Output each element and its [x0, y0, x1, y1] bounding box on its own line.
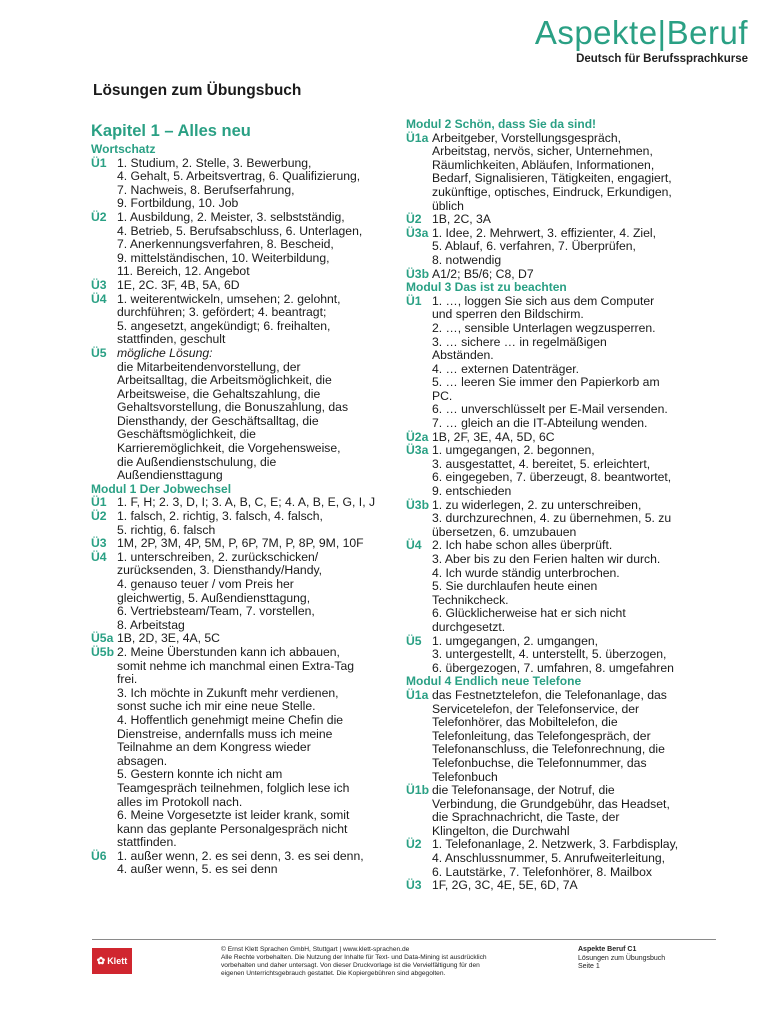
- exercise-answer: [91, 537, 393, 551]
- answer-line: 2. …, sensible Unterlagen wegzusperren.: [432, 320, 656, 335]
- chapter-heading: Kapitel 1 – Alles neu: [91, 122, 251, 140]
- exercise-body: [432, 499, 706, 540]
- exercise-answer: [91, 157, 393, 211]
- answer-line: sonst suche ich mir eine neue Stelle.: [117, 699, 316, 714]
- answer-line: Arbeitstag, nervös, sicher, Unternehmen,: [432, 144, 653, 159]
- answer-line: 5. angesetzt, angekündigt; 6. freihalten,: [117, 318, 331, 333]
- exercise-body: [432, 268, 706, 282]
- answer-line: 3. … sichere … in regelmäßigen: [432, 334, 607, 349]
- brand-header: [535, 14, 748, 65]
- answer-line: 7. Anerkennungsverfahren, 8. Bescheid,: [117, 237, 334, 252]
- exercise-answer: [91, 211, 393, 279]
- exercise-body: [432, 879, 706, 893]
- section-heading: Wortschatz: [91, 142, 156, 156]
- klett-logo-icon: ✿: [96, 955, 106, 967]
- exercise-body: [432, 689, 706, 784]
- exercise-body: [432, 444, 706, 498]
- exercise-body: [432, 132, 706, 214]
- answer-line: 3. Ich möchte in Zukunft mehr verdienen,: [117, 685, 339, 700]
- right-column: [406, 118, 706, 893]
- exercise-answer: [406, 295, 706, 431]
- exercise-answer: [406, 132, 706, 214]
- answer-line: 4. Ich wurde ständig unterbrochen.: [432, 565, 620, 580]
- answer-line: durchführen; 3. gefördert; 4. beantragt;: [117, 305, 327, 320]
- exercise-answer: [91, 279, 393, 293]
- exercise-label: Ü5: [91, 345, 107, 360]
- answer-line: 1F, 2G, 3C, 4E, 5E, 6D, 7A: [432, 878, 578, 893]
- section-heading: Modul 4 Endlich neue Telefone: [406, 674, 582, 689]
- answer-line: 6. … unverschlüsselt per E-Mail versenden.: [432, 402, 668, 417]
- answer-line: 8. notwendig: [432, 252, 502, 267]
- answer-line: 1. zu widerlegen, 2. zu unterschreiben,: [432, 497, 642, 512]
- footer-book-info: [578, 946, 665, 972]
- exercise-answer: [91, 347, 393, 483]
- answer-line: A1/2; B5/6; C8, D7: [432, 266, 534, 281]
- answer-line: üblich: [432, 198, 464, 213]
- answer-line: die Außendienstschulung, die: [117, 454, 277, 469]
- answer-line: 1. Telefonanlage, 2. Netzwerk, 3. Farbdisplay,: [432, 837, 679, 852]
- answer-line: die Telefonansage, der Notruf, die: [432, 783, 615, 798]
- exercise-label: Ü3b: [406, 266, 430, 281]
- footer-divider: [92, 939, 716, 940]
- exercise-label: Ü1a: [406, 130, 429, 145]
- answer-line: 1. Ausbildung, 2. Meister, 3. selbstständig,: [117, 209, 345, 224]
- answer-line: Dienstreise, andernfalls muss ich meine: [117, 726, 333, 741]
- exercise-label: Ü1: [91, 155, 107, 170]
- answer-line: die Mitarbeitendenvorstellung, der: [117, 359, 301, 374]
- exercise-answer: [406, 635, 706, 676]
- answer-line: 1. außer wenn, 2. es sei denn, 3. es sei denn,: [117, 848, 364, 863]
- exercise-body: [432, 227, 706, 268]
- answer-line: 4. Betrieb, 5. Berufsabschluss, 6. Unterlagen,: [117, 223, 363, 238]
- exercise-answer: [406, 431, 706, 445]
- answer-line: 6. eingegeben, 7. überzeugt, 8. beantwortet,: [432, 470, 672, 485]
- answer-line: PC.: [432, 388, 453, 403]
- answer-line: 1. umgegangen, 2. umgangen,: [432, 633, 599, 648]
- answer-line: 9. entschieden: [432, 484, 512, 499]
- answer-line: Abständen.: [432, 348, 494, 363]
- answer-line: Klingelton, die Durchwahl: [432, 823, 570, 838]
- exercise-answer: [406, 213, 706, 227]
- answer-line: frei.: [117, 672, 138, 687]
- exercise-label: Ü2: [406, 212, 422, 227]
- answer-line: Geschäftsmöglichkeit, die: [117, 427, 256, 442]
- footer-book-subtitle: Lösungen zum Übungsbuch: [578, 954, 666, 962]
- answer-line: das Festnetztelefon, die Telefonanlage, das: [432, 687, 667, 702]
- copyright-line: vorbehalten und daher untersagt. Von dieser Druckvorlage ist die Vervielfältigung für den: [221, 962, 480, 969]
- answer-line: stattfinden, geschult: [117, 332, 226, 347]
- exercise-body: [117, 279, 393, 293]
- exercise-body: [432, 539, 706, 634]
- exercise-body: [117, 157, 393, 211]
- answer-line: 1. …, loggen Sie sich aus dem Computer: [432, 293, 655, 308]
- answer-line: Gehaltsvorstellung, die Bonuszahlung, das: [117, 400, 349, 415]
- answer-line: stattfinden.: [117, 835, 177, 850]
- exercise-answer: [406, 838, 706, 879]
- exercise-body: [432, 784, 706, 838]
- exercise-answer: [91, 510, 393, 537]
- answer-line: 6. Lautstärke, 7. Telefonhörer, 8. Mailbox: [432, 864, 652, 879]
- answer-line: absagen.: [117, 753, 168, 768]
- answer-line: Arbeitgeber, Vorstellungsgespräch,: [432, 130, 622, 145]
- exercise-label: Ü3: [406, 878, 422, 893]
- answer-line: 1. F, H; 2. 3, D, I; 3. A, B, C, E; 4. A, B, E, G, I, J: [117, 495, 376, 510]
- exercise-label: Ü5: [406, 633, 422, 648]
- exercise-body: [432, 295, 706, 431]
- answer-line: 11. Bereich, 12. Angebot: [117, 264, 250, 279]
- answer-line: 6. übergezogen, 7. umfahren, 8. umgefahren: [432, 660, 674, 675]
- copyright-line: Alle Rechte vorbehalten. Die Nutzung der Inhalte für Text- und Data-Mining ist ausdrücklich: [221, 954, 487, 961]
- exercise-answer: [406, 227, 706, 268]
- exercise-body: [117, 632, 393, 646]
- copyright-notice: [221, 946, 531, 978]
- exercise-label: Ü1a: [406, 687, 429, 702]
- answer-line: 5. Gestern konnte ich nicht am: [117, 767, 283, 782]
- answer-line: 1. umgegangen, 2. begonnen,: [432, 443, 595, 458]
- answer-line: 1B, 2F, 3E, 4A, 5D, 6C: [432, 429, 555, 444]
- exercise-label: Ü4: [91, 291, 107, 306]
- answer-line: 7. … gleich an die IT-Abteilung wenden.: [432, 416, 648, 431]
- exercise-body: [117, 510, 393, 537]
- answer-line: Diensthandy, der Geschäftsalltag, die: [117, 413, 319, 428]
- exercise-label: Ü4: [91, 549, 107, 564]
- answer-line: 1B, 2C, 3A: [432, 212, 491, 227]
- answer-line: Technikcheck.: [432, 592, 509, 607]
- answer-line: 5. Ablauf, 6. verfahren, 7. Überprüfen,: [432, 239, 636, 254]
- answer-line: 2. Meine Überstunden kann ich abbauen,: [117, 644, 340, 659]
- exercise-body: [117, 211, 393, 279]
- answer-line: 4. … externen Datenträger.: [432, 361, 580, 376]
- exercise-label: Ü1: [406, 293, 422, 308]
- answer-line: Telefonbuchse, die Telefonnummer, das: [432, 755, 647, 770]
- answer-line: 1. unterschreiben, 2. zurückschicken/: [117, 549, 319, 564]
- exercise-answer: [91, 551, 393, 633]
- brand-subtitle: Deutsch für Berufssprachkurse: [576, 53, 748, 65]
- exercise-answer: [406, 539, 706, 634]
- exercise-label: Ü2a: [406, 429, 429, 444]
- answer-line: Telefonbuch: [432, 769, 498, 784]
- answer-line: 9. Fortbildung, 10. Job: [117, 196, 239, 211]
- exercise-body: [117, 646, 393, 850]
- answer-line: 1B, 2D, 3E, 4A, 5C: [117, 631, 220, 646]
- footer-page-number: Seite 1: [578, 963, 600, 970]
- exercise-answer: [406, 268, 706, 282]
- answer-line: Servicetelefon, der Telefonservice, der: [432, 701, 640, 716]
- exercise-label: Ü3: [91, 277, 107, 292]
- exercise-label: Ü6: [91, 848, 107, 863]
- answer-line: 6. Glücklicherweise hat er sich nicht: [432, 606, 626, 621]
- section-heading: Modul 3 Das ist zu beachten: [406, 280, 567, 295]
- answer-line: 2. Ich habe schon alles überprüft.: [432, 538, 613, 553]
- answer-line: Telefonhörer, das Mobiltelefon, die: [432, 715, 618, 730]
- answer-line: 8. Arbeitstag: [117, 617, 185, 632]
- exercise-body: [432, 213, 706, 227]
- exercise-answer: [406, 499, 706, 540]
- exercise-body: [432, 431, 706, 445]
- exercise-body: [117, 293, 393, 347]
- answer-line: 9. mittelständischen, 10. Weiterbildung,: [117, 250, 330, 265]
- answer-line: zurücksenden, 3. Diensthandy/Handy,: [117, 563, 323, 578]
- answer-line: Bedarf, Signalisieren, Tätigkeiten, engagiert,: [432, 171, 672, 186]
- exercise-body: [117, 347, 393, 483]
- answer-line: Räumlichkeiten, Abläufen, Informationen,: [432, 157, 655, 172]
- answer-line: Teilnahme an dem Kongress wieder: [117, 740, 311, 755]
- answer-line: 1. falsch, 2. richtig, 3. falsch, 4. falsch,: [117, 509, 323, 524]
- answer-line: 4. außer wenn, 5. es sei denn: [117, 862, 278, 877]
- exercise-answer: [406, 879, 706, 893]
- exercise-body: [432, 838, 706, 879]
- answer-line: kann das geplante Personalgespräch nicht: [117, 821, 348, 836]
- page-title: Lösungen zum Übungsbuch: [93, 82, 302, 99]
- answer-line: 1E, 2C. 3F, 4B, 5A, 6D: [117, 277, 240, 292]
- answer-line: 7. Nachweis, 8. Berufserfahrung,: [117, 182, 295, 197]
- answer-line: 1M, 2P, 3M, 4P, 5M, P, 6P, 7M, P, 8P, 9M, 10F: [117, 536, 364, 551]
- answer-line: 4. Anschlussnummer, 5. Anrufweiterleitung,: [432, 851, 666, 866]
- answer-note: mögliche Lösung:: [117, 345, 213, 360]
- answer-line: Karrieremöglichkeit, die Vorgehensweise,: [117, 441, 341, 456]
- exercise-label: Ü3a: [406, 443, 429, 458]
- answer-line: Arbeitsalltag, die Arbeitsmöglichkeit, die: [117, 373, 332, 388]
- answer-line: 4. genauso teuer / vom Preis her: [117, 577, 294, 591]
- exercise-body: [117, 496, 393, 510]
- exercise-body: [432, 635, 706, 676]
- exercise-label: Ü5b: [91, 644, 115, 659]
- answer-line: Außendiensttagung: [117, 468, 223, 483]
- answer-line: 6. Meine Vorgesetzte ist leider krank, somit: [117, 808, 350, 823]
- exercise-label: Ü2: [406, 837, 422, 852]
- exercise-label: Ü4: [406, 538, 422, 553]
- brand-title: Aspekte|Beruf: [534, 14, 748, 51]
- answer-line: 6. Vertriebsteam/Team, 7. vorstellen,: [117, 604, 315, 619]
- klett-logo: [92, 948, 132, 974]
- exercise-answer: [91, 850, 393, 877]
- answer-line: durchgesetzt.: [432, 619, 506, 634]
- exercise-label: Ü2: [91, 209, 107, 224]
- exercise-label: Ü3: [91, 536, 107, 551]
- exercise-answer: [91, 632, 393, 646]
- answer-line: übersetzen, 6. umzubauen: [432, 524, 577, 539]
- answer-line: gleichwertig, 5. Außendiensttagung,: [117, 590, 311, 605]
- exercise-answer: [91, 293, 393, 347]
- exercise-answer: [91, 496, 393, 510]
- answer-line: Arbeitsweise, die Gehaltszahlung, die: [117, 386, 321, 401]
- exercise-label: Ü3a: [406, 225, 429, 240]
- answer-line: 5. richtig, 6. falsch: [117, 522, 216, 537]
- left-column: [91, 118, 393, 877]
- exercise-answer: [91, 646, 393, 850]
- answer-line: Teamgespräch teilnehmen, folglich lese ich: [117, 780, 350, 795]
- answer-line: 3. ausgestattet, 4. bereitet, 5. erleichtert,: [432, 456, 651, 471]
- answer-line: alles im Protokoll nach.: [117, 794, 243, 809]
- answer-line: und sperren den Bildschirm.: [432, 307, 584, 322]
- answer-line: Telefonanschluss, die Telefonrechnung, die: [432, 742, 665, 757]
- answer-line: Verbindung, die Grundgebühr, das Headset,: [432, 796, 670, 811]
- exercise-label: Ü1b: [406, 783, 430, 798]
- answer-line: 3. untergestellt, 4. unterstellt, 5. überzogen,: [432, 647, 667, 662]
- exercise-answer: [406, 444, 706, 498]
- answer-line: 4. Hoffentlich genehmigt meine Chefin die: [117, 712, 344, 727]
- answer-line: 3. durchzurechnen, 4. zu übernehmen, 5. zu: [432, 511, 672, 526]
- answer-line: die Sprachnachricht, die Taste, der: [432, 810, 620, 825]
- answer-line: Telefonleitung, das Telefongespräch, der: [432, 728, 651, 743]
- exercise-answer: [406, 689, 706, 784]
- exercise-body: [117, 537, 393, 551]
- section-heading: Modul 2 Schön, dass Sie da sind!: [406, 117, 597, 131]
- footer-book-title: Aspekte Beruf C1: [578, 946, 637, 953]
- klett-logo-text: Klett: [107, 956, 128, 966]
- answer-line: 5. … leeren Sie immer den Papierkorb am: [432, 375, 660, 390]
- exercise-answer: [406, 784, 706, 838]
- copyright-line: eigenen Unterrichtsgebrauch gestattet. Die Kopiergebühren sind abgegolten.: [221, 970, 446, 977]
- exercise-body: [117, 551, 393, 633]
- copyright-line: © Ernst Klett Sprachen GmbH, Stuttgart | www.klett-sprachen.de: [221, 946, 410, 953]
- answer-line: 4. Gehalt, 5. Arbeitsvertrag, 6. Qualifizierung,: [117, 169, 361, 184]
- exercise-label: Ü3b: [406, 497, 430, 512]
- answer-line: zukünftige, optisches, Eindruck, Erkundigen,: [432, 184, 672, 199]
- answer-line: 1. Studium, 2. Stelle, 3. Bewerbung,: [117, 155, 312, 170]
- answer-line: somit nehme ich manchmal einen Extra-Tag: [117, 658, 355, 673]
- section-heading: Modul 1 Der Jobwechsel: [91, 481, 232, 496]
- answer-line: 1. weiterentwickeln, umsehen; 2. gelohnt,: [117, 291, 341, 306]
- exercise-label: Ü1: [91, 495, 107, 510]
- answer-line: 1. Idee, 2. Mehrwert, 3. effizienter, 4. Ziel,: [432, 225, 656, 240]
- answer-line: 5. Sie durchlaufen heute einen: [432, 579, 598, 594]
- exercise-label: Ü2: [91, 509, 107, 524]
- exercise-label: Ü5a: [91, 631, 114, 646]
- exercise-body: [117, 850, 393, 877]
- answer-line: 3. Aber bis zu den Ferien halten wir durch.: [432, 552, 661, 566]
